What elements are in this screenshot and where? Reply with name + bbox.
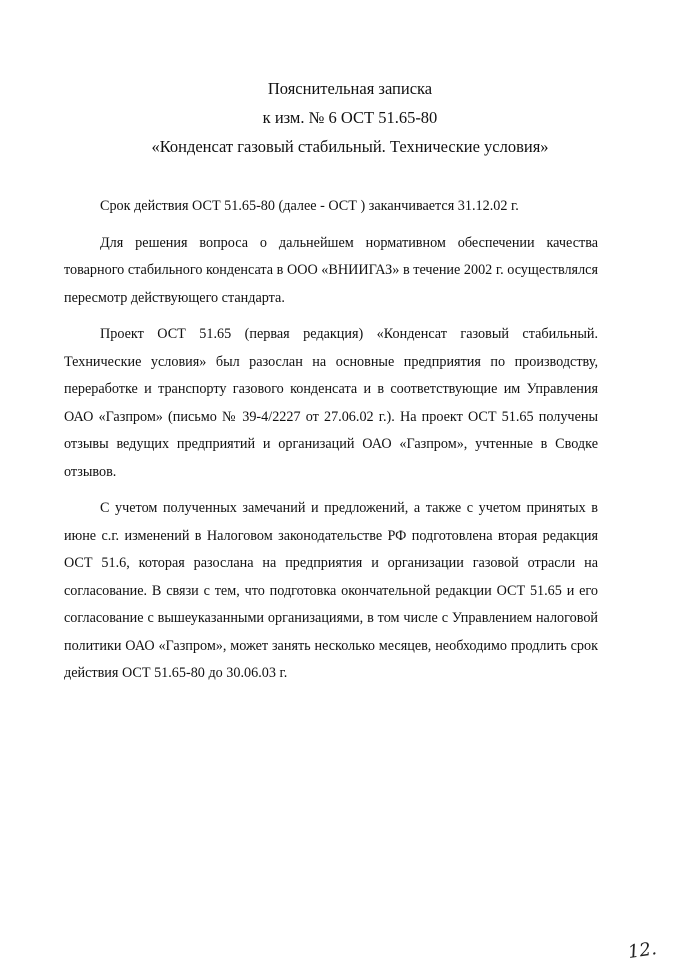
- title-line-3: «Конденсат газовый стабильный. Технические условия»: [151, 137, 549, 156]
- paragraph-validity-period: Срок действия ОСТ 51.65-80 (далее - ОСТ ) заканчивается 31.12.02 г.: [100, 198, 519, 214]
- document-title: [0, 74, 700, 161]
- title-line-1: Пояснительная записка: [267, 79, 433, 98]
- handwritten-page-number: 12.: [626, 938, 658, 963]
- title-line-2: к изм. № 6 ОСТ 51.65-80: [262, 108, 438, 127]
- paragraph-revision-background: Для решения вопроса о дальнейшем нормативном обеспечении качества товарного стабильного конденсата в ООО «ВНИИГАЗ» в течение 2002 г. осуществлялся пересмотр действующего стандарта.: [64, 234, 598, 306]
- paragraph-first-draft: Проект ОСТ 51.65 (первая редакция) «Конденсат газовый стабильный. Технические условия» был разослан на основные предприятия по производству, переработке и транспорту газового конденсата и в соответствующие им Управления ОАО «Газпром» (письмо № 39-4/2227 от 27.06.02 г.). На проект ОСТ 51.65 получены отзывы ведущих предприятий и организаций ОАО «Газпром», учтенные в Сводке отзывов.: [64, 326, 598, 480]
- paragraph-second-draft: С учетом полученных замечаний и предложений, а также с учетом принятых в июне с.г. изменений в Налоговом законодательстве РФ подготовлена вторая редакция ОСТ 51.6, которая разослана на предприятия и организации газовой отрасли на согласование. В связи с тем, что подготовка окончательной редакции ОСТ 51.65 и его согласование с вышеуказанными организациями, в том числе с Управлением налоговой политики ОАО «Газпром», может занять несколько месяцев, необходимо продлить срок действия ОСТ 51.65-80 до 30.06.03 г.: [64, 500, 598, 681]
- document-body: [64, 193, 598, 697]
